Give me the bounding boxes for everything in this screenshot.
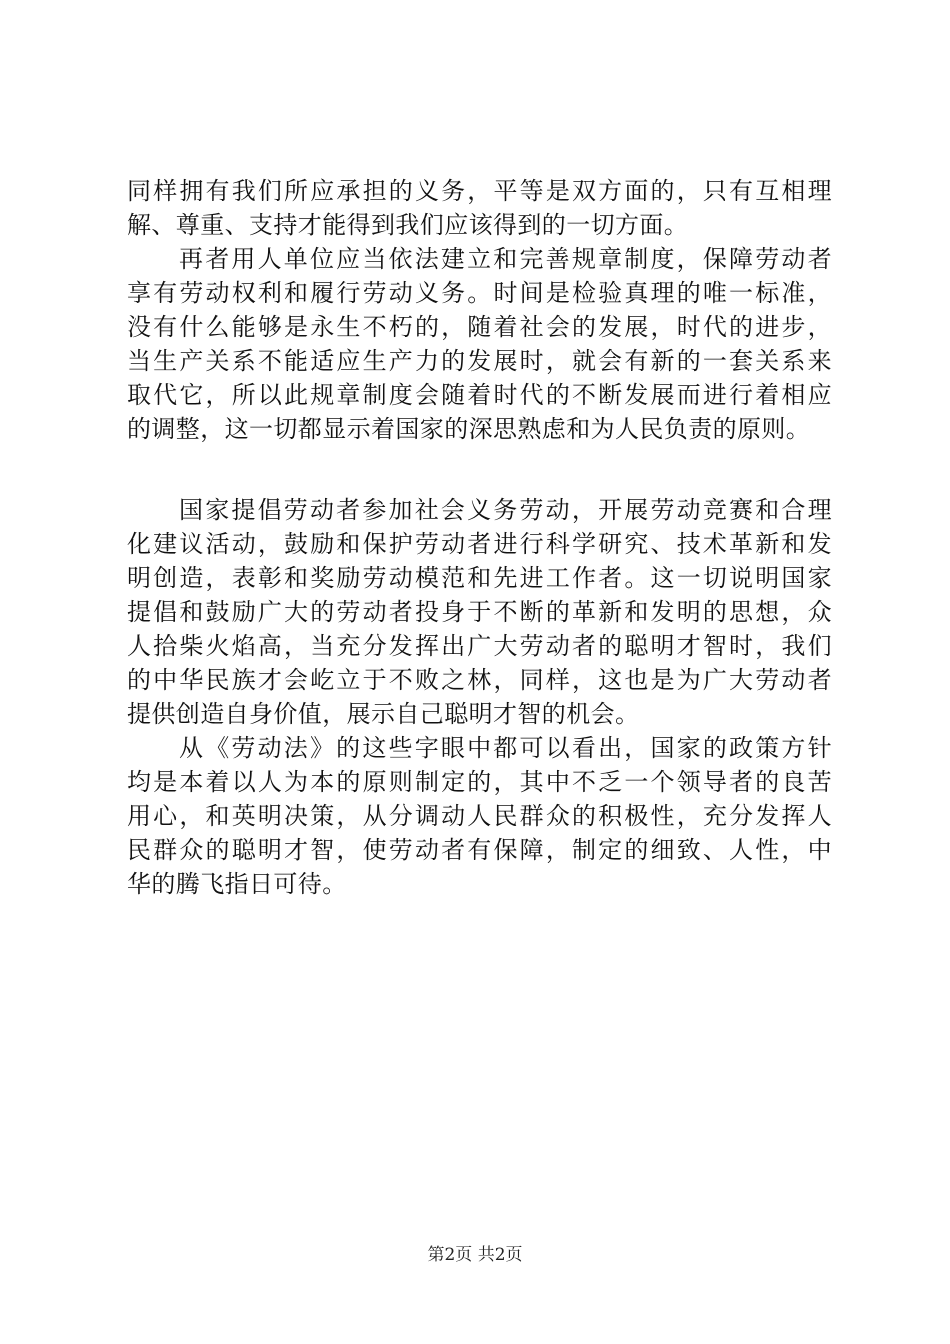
paragraph xyxy=(127,174,832,242)
text-line: 从《劳动法》的这些字眼中都可以看出，国家的政策方针 xyxy=(179,734,832,762)
text-line: 民群众的聪明才智，使劳动者有保障，制定的细致、人性，中 xyxy=(127,836,832,864)
text-line: 用心，和英明决策，从分调动人民群众的积极性，充分发挥人 xyxy=(127,802,832,830)
paragraph xyxy=(127,242,832,446)
text-line: 享有劳动权利和履行劳动义务。时间是检验真理的唯一标准， xyxy=(127,279,832,307)
text-line: 解、尊重、支持才能得到我们应该得到的一切方面。 xyxy=(127,211,689,239)
paragraph xyxy=(127,493,832,731)
text-line: 提倡和鼓励广大的劳动者投身于不断的革新和发明的思想，众 xyxy=(127,598,832,626)
text-line: 均是本着以人为本的原则制定的，其中不乏一个领导者的良苦 xyxy=(127,768,832,796)
document-body xyxy=(127,174,832,901)
text-line: 化建议活动，鼓励和保护劳动者进行科学研究、技术革新和发 xyxy=(127,530,832,558)
text-line: 提供创造自身价值，展示自己聪明才智的机会。 xyxy=(127,700,640,728)
text-line: 的中华民族才会屹立于不败之林，同样，这也是为广大劳动者 xyxy=(127,666,832,694)
text-line: 明创造，表彰和奖励劳动模范和先进工作者。这一切说明国家 xyxy=(127,564,832,592)
paragraph-gap xyxy=(127,446,832,493)
text-line: 当生产关系不能适应生产力的发展时，就会有新的一套关系来 xyxy=(127,347,832,375)
text-line: 再者用人单位应当依法建立和完善规章制度，保障劳动者 xyxy=(179,245,832,273)
page-footer: 第2页 共2页 xyxy=(427,1245,523,1265)
text-line: 人拾柴火焰高，当充分发挥出广大劳动者的聪明才智时，我们 xyxy=(127,632,832,660)
text-line: 同样拥有我们所应承担的义务，平等是双方面的，只有互相理 xyxy=(127,177,832,205)
text-line: 华的腾飞指日可待。 xyxy=(127,870,347,898)
text-line: 的调整，这一切都显示着国家的深思熟虑和为人民负责的原则。 xyxy=(127,415,811,443)
text-line: 取代它，所以此规章制度会随着时代的不断发展而进行着相应 xyxy=(127,381,832,409)
text-line: 国家提倡劳动者参加社会义务劳动，开展劳动竞赛和合理 xyxy=(179,496,832,524)
text-line: 没有什么能够是永生不朽的，随着社会的发展，时代的进步， xyxy=(127,313,832,341)
paragraph xyxy=(127,731,832,901)
